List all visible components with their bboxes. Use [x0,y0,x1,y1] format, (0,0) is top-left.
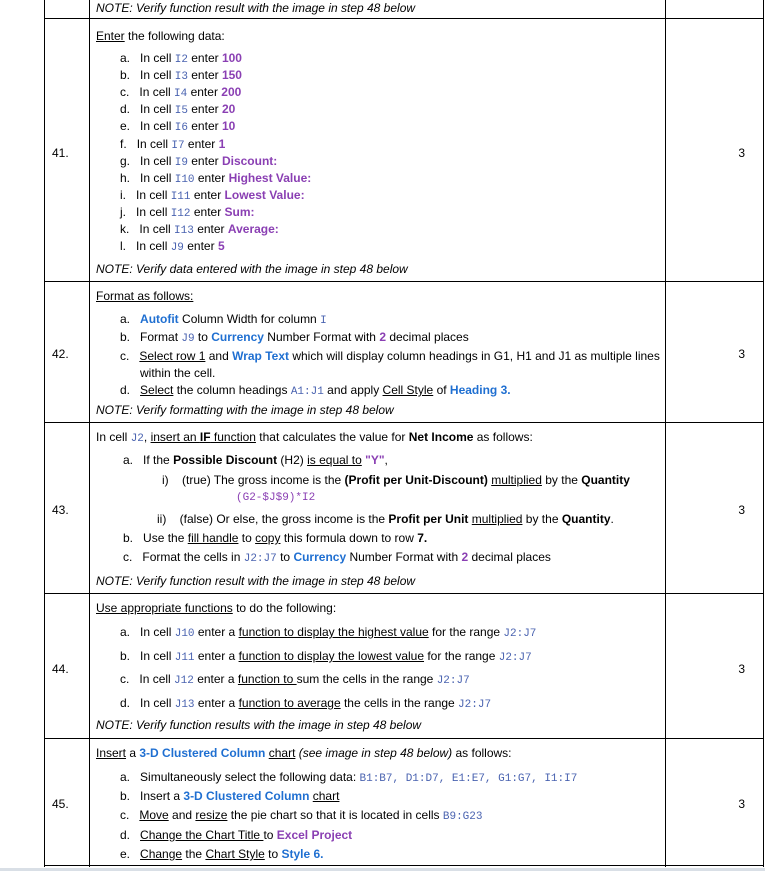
step-intro [96,430,533,445]
item-letter: l. [120,239,126,254]
chart-type: 3-D Clustered Column [183,789,310,803]
item-text: this formula down to row [280,531,418,545]
item-text: and apply [323,383,383,397]
item-text: (true) The gross income is the [182,473,345,487]
item-text: Profit per Unit [388,512,469,526]
item-text: In cell [140,625,175,639]
list-item [120,383,511,398]
item-text: a [126,746,140,760]
list-item [120,312,327,327]
cell-ref: I3 [174,71,188,84]
item-text: the pie chart so that it is located in cells [227,808,443,822]
item-text: to [264,847,282,861]
item-value: 100 [221,51,242,65]
item-letter: d. [120,828,131,842]
intro-underlined: Enter [96,29,125,43]
style-name: Style 6. [281,847,324,861]
item-text: enter a [194,696,239,710]
item-text: In cell [140,119,175,134]
item-text: (see image in step 48 below) [295,746,453,760]
range-ref: J2:J7 [498,652,532,664]
table-left-border [44,0,45,867]
item-text: Simultaneously select the following data: [140,770,360,784]
item-text: . [610,512,614,526]
range-ref: J2:J7 [458,699,492,711]
item-text: Use appropriate functions [96,601,233,615]
table-col-divider [665,0,666,867]
cell-ref: J9 [181,333,195,345]
item-text: Format [140,330,182,344]
item-letter: c. [120,85,130,100]
item-text: enter [187,85,222,100]
item-text: function [210,430,256,444]
list-item [120,85,241,100]
list-item [120,770,577,785]
list-item [120,68,242,83]
decimal-count: 2 [461,550,469,564]
item-value: 5 [217,239,225,254]
item-text: In cell [139,222,175,236]
item-text: enter [183,239,218,254]
list-item [120,649,532,664]
list-item [120,828,352,842]
step-intro: Format as follows: [96,289,194,303]
item-value: "Y" [361,453,385,467]
item-value: 1 [218,136,226,151]
item-text: Chart Style [205,847,265,861]
range-ref: B9:G23 [442,811,483,823]
item-text: In cell [140,68,175,83]
row-divider [44,281,764,282]
item-text: and [168,808,196,822]
item-text: In cell [140,51,175,65]
item-text: enter [187,119,222,134]
step-intro [96,601,336,615]
item-text: enter [193,222,228,236]
item-text: In cell [136,136,172,151]
item-text: In cell [140,102,175,117]
range-ref: J2:J7 [436,675,470,687]
list-item [120,330,469,345]
list-item [120,625,536,640]
item-text: Number Format with [346,550,462,564]
item-text: resize [195,808,228,822]
cell-ref: A1:J1 [290,386,324,398]
item-letter: a. [123,453,134,467]
item-text: Format the cells in [142,550,244,564]
list-item [162,473,630,487]
item-value: 20 [221,102,236,117]
list-item [120,696,491,711]
item-text: to [276,550,294,564]
item-text: which will display column headings in G1, H1 and J1 as multiple lines within the cell. [140,349,660,380]
step-number: 45. [52,797,69,811]
step-points: 3 [738,797,745,811]
step-number: 43. [52,503,69,517]
item-text: , [143,430,151,444]
item-value: 10 [221,119,236,134]
item-letter: d. [120,696,131,710]
item-text: as follows: [452,746,512,760]
decimal-count: 2 [379,330,386,344]
item-text: to [263,828,277,842]
item-text: the cells in the range [340,696,459,710]
item-text: enter [187,51,222,65]
step-points: 3 [738,662,745,676]
list-item [120,154,277,169]
item-letter: e. [120,119,131,134]
item-value: 150 [221,68,242,83]
chart-type: 3-D Clustered Column [139,746,266,760]
item-letter: b. [120,68,131,83]
item-letter: c. [123,550,133,564]
item-text: 7. [417,531,428,545]
step-points: 3 [738,503,745,517]
cell-ref: I7 [171,139,185,152]
item-text: to do the following: [232,601,337,615]
item-letter: b. [120,789,131,803]
item-letter: i. [120,187,126,202]
list-item [120,789,339,803]
item-text: by the [541,473,582,487]
item-letter: e. [120,847,131,861]
autofit-text: Autofit [140,312,179,326]
list-item [120,348,680,382]
formula: (G2-$J$9)*I2 [236,492,316,504]
item-letter: i) [162,473,169,487]
row-divider [44,593,764,594]
style-name: Heading 3. [449,383,511,397]
list-item [120,222,279,237]
cell-ref: I6 [174,122,188,135]
item-text: , [384,453,388,467]
list-item [120,188,305,203]
cell-ref: I [320,315,327,327]
item-text: Insert a [140,789,184,803]
item-text: sum the cells in the range [296,672,437,686]
item-letter: ii) [157,512,167,526]
list-item [120,102,235,117]
step-note: NOTE: Verify data entered with the image in step 48 below [96,262,408,276]
step-note: NOTE: Verify function results with the image in step 48 below [96,718,422,732]
item-text: Net Income [408,430,474,444]
item-letter: a. [120,770,131,784]
item-text: If the [143,453,174,467]
chart-title-value: Excel Project [276,828,353,842]
item-text: enter [187,102,222,117]
row-divider [44,865,764,866]
step-intro [96,29,225,43]
item-text: for the range [428,625,504,639]
list-item [120,205,255,220]
list-item [120,808,482,823]
item-text: enter [190,204,225,219]
item-letter: h. [120,170,131,185]
item-value: 200 [221,85,242,100]
list-item [120,239,225,254]
item-letter: b. [120,649,131,663]
cell-ref: I4 [174,88,188,101]
step-note: NOTE: Verify formatting with the image in step 48 below [96,403,394,417]
intro-rest: the following data: [124,29,225,43]
cell-ref: I13 [174,225,194,237]
item-letter: f. [120,136,127,151]
step-number: 41. [52,146,69,160]
list-item [120,171,311,186]
item-text: multiplied [491,473,542,487]
list-item [157,512,614,526]
item-text: Column Width for column [178,312,321,326]
step-points: 3 [738,347,745,361]
item-text: the column headings [173,383,291,397]
item-value: Highest Value: [228,170,312,185]
list-item [123,550,551,565]
item-text: In cell [140,153,175,168]
item-text: In cell [139,85,175,100]
step-number: 42. [52,347,69,361]
item-text: multiplied [471,512,523,526]
item-letter: c. [120,349,130,363]
item-text: chart [312,789,340,803]
item-text: IF [199,430,211,444]
item-text: In cell [136,239,171,254]
item-text: for the range [424,649,499,663]
item-text: is equal to [307,453,362,467]
item-text: function to display the lowest value [238,649,425,663]
cell-ref: I9 [174,156,188,169]
item-text: In cell [136,204,171,219]
top-note: NOTE: Verify function result with the image in step 48 below [96,1,416,15]
cell-ref: J9 [170,242,184,255]
step-intro [96,746,512,760]
item-text: Select [140,383,174,397]
list-item [120,51,242,66]
item-text: enter [187,68,222,83]
item-text: In cell [140,649,175,663]
item-letter: b. [123,531,134,545]
item-text: Possible Discount [173,453,278,467]
wrap-text-label: Wrap Text [232,349,289,363]
item-letter: a. [120,625,131,639]
item-text: Use the [143,531,188,545]
item-value: Average: [227,222,279,236]
item-text: function to average [238,696,341,710]
item-text: In cell [139,672,175,686]
format-name: Currency [293,550,347,564]
item-text: Quantity [561,512,611,526]
item-text: fill handle [187,531,239,545]
list-item [120,137,225,152]
cell-ref: I5 [174,105,188,118]
list-item [120,119,235,134]
item-text: Insert [96,746,127,760]
cell-ref: J2 [130,433,144,445]
item-value: Sum: [224,204,255,219]
item-text: copy [255,531,281,545]
cell-ref: I2 [174,54,188,66]
list-item [120,672,470,687]
item-text: decimal places [468,550,551,564]
item-text: to [194,330,212,344]
item-text: Change the Chart Title [140,828,264,842]
item-letter: d. [120,383,131,397]
item-text: Move [139,808,169,822]
item-letter: d. [120,102,131,117]
item-text: In cell [140,170,175,185]
cell-ref: J13 [174,699,195,711]
item-text: function to display the highest value [238,625,429,639]
table-right-border [763,0,764,867]
item-text: and [205,349,233,363]
item-text: enter [187,153,222,168]
item-value: Discount: [221,153,278,168]
list-item [120,847,324,861]
item-text: (Profit per Unit-Discount) [344,473,488,487]
item-text: by the [522,512,562,526]
cell-ref: J2:J7 [243,553,277,565]
item-text: Number Format with [263,330,380,344]
step-number: 44. [52,662,69,676]
item-text: enter a [194,649,239,663]
item-text: that calculates the value for [255,430,409,444]
item-text: to [238,531,256,545]
item-letter: b. [120,330,131,344]
item-text: Quantity [581,473,630,487]
item-value: Lowest Value: [224,187,305,202]
item-letter: j. [120,204,126,219]
item-letter: c. [120,672,130,686]
list-item [123,453,388,467]
item-text: enter a [194,625,239,639]
item-text: Change [140,847,183,861]
item-text: In cell [96,430,131,444]
item-letter: a. [120,312,131,326]
item-text: enter a [193,672,238,686]
item-letter: a. [120,51,131,65]
row-divider [44,738,764,739]
item-letter: c. [120,808,130,822]
item-text: function to [237,672,297,686]
item-text: enter [194,170,229,185]
row-divider [44,18,764,19]
item-text: Cell Style [382,383,434,397]
step-points: 3 [738,146,745,160]
item-text: enter [190,187,225,202]
cell-ref: J11 [174,652,195,664]
item-text: Select row 1 [139,349,206,363]
item-text: as follows: [473,430,533,444]
item-text: (false) Or else, the gross income is the [179,512,389,526]
item-letter: k. [120,222,130,236]
item-letter: g. [120,153,131,168]
cell-ref: J10 [174,628,195,640]
cell-ref: I11 [170,190,191,203]
format-name: Currency [211,330,264,344]
item-text: In cell [140,696,175,710]
item-text: In cell [136,187,171,202]
item-text: (H2) [277,453,308,467]
item-text: the [182,847,206,861]
item-text: decimal places [386,330,469,344]
table-col-divider [89,0,90,867]
range-ref: J2:J7 [503,628,537,640]
item-text: insert an [150,430,200,444]
item-text: enter [184,136,219,151]
item-text: chart [268,746,296,760]
list-item [123,531,427,545]
item-text: of [433,383,450,397]
range-ref: B1:B7, D1:D7, E1:E7, G1:G7, I1:I7 [359,773,578,785]
step-note: NOTE: Verify function result with the image in step 48 below [96,574,416,588]
cell-ref: I12 [170,207,191,220]
cell-ref: I10 [174,173,195,186]
cell-ref: J12 [174,675,194,687]
row-divider [44,422,764,423]
